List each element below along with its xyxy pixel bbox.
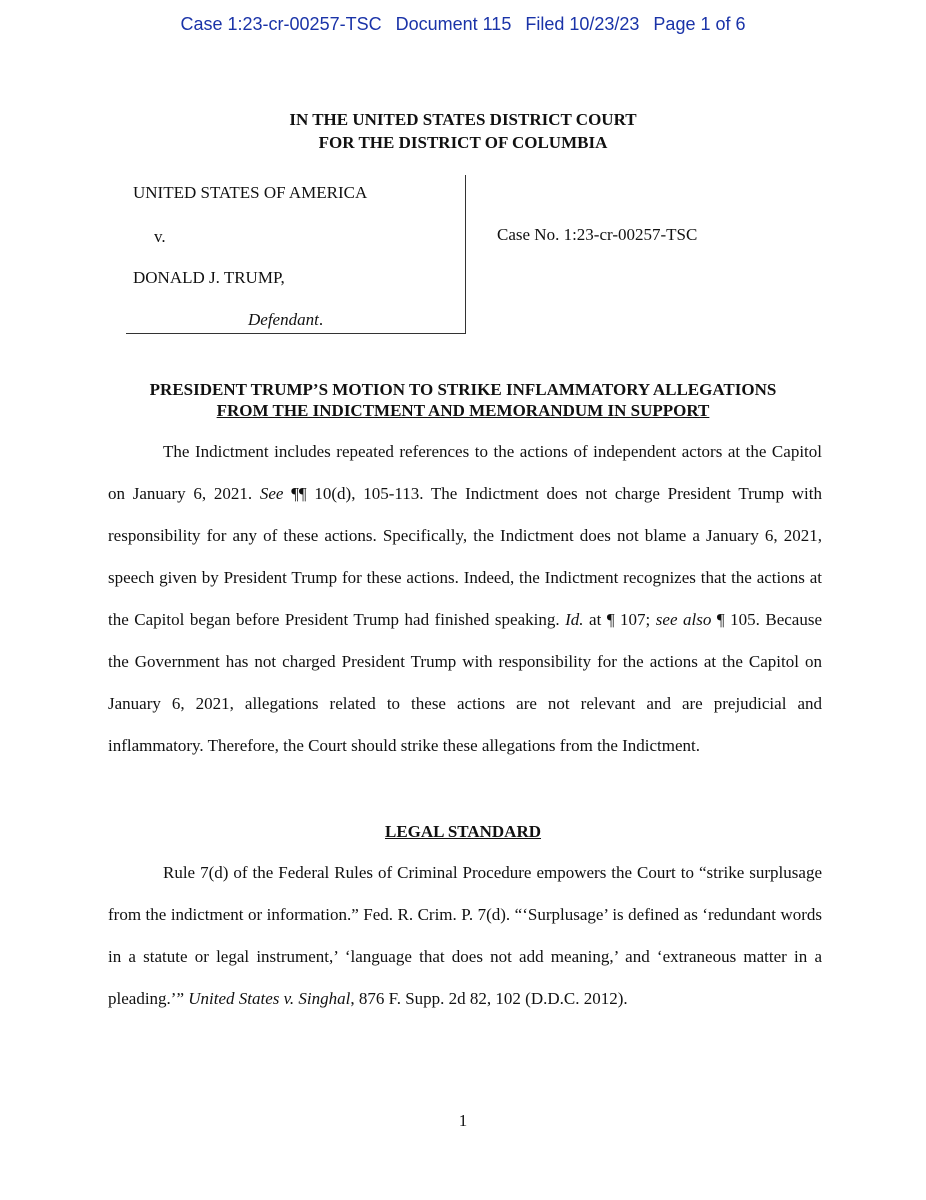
court-heading-line2: FOR THE DISTRICT OF COLUMBIA xyxy=(318,133,608,152)
ecf-filed-date: Filed 10/23/23 xyxy=(525,14,640,34)
caption-defendant: DONALD J. TRUMP, xyxy=(133,268,285,287)
motion-title-line1: PRESIDENT TRUMP’S MOTION TO STRIKE INFLAMMATORY ALLEGATIONS xyxy=(149,380,777,399)
intro-paragraph: The Indictment includes repeated references to the actions of independent actors at the Capitol on January 6, 2021. See ¶¶ 10(d), 105-113. The Indictment does not charge President Trump with responsibility for any of these actions. Specifically, the Indictment does not blame a January 6, 2021, speech given by President Trump for these actions. Indeed, the Indictment recognizes that the actions at the Capitol began before President Trump had finished speaking. Id. at ¶ 107; see also ¶ 105. Because the Government has not charged President Trump with responsibility for the actions at the Capitol on January 6, 2021, allegations related to these actions are not relevant and are prejudicial and inflammatory. Therefore, the Court should strike these allegations from the Indictment. xyxy=(108,442,822,755)
motion-title xyxy=(0,379,926,421)
legal-standard-heading: LEGAL STANDARD xyxy=(384,822,542,841)
page-number: 1 xyxy=(458,1111,468,1130)
caption-defendant-role: Defendant. xyxy=(248,310,324,329)
caption-versus: v. xyxy=(154,227,166,246)
case-caption-box xyxy=(126,175,466,334)
court-heading-line1: IN THE UNITED STATES DISTRICT COURT xyxy=(289,110,637,129)
motion-title-line2: FROM THE INDICTMENT AND MEMORANDUM IN SUPPORT xyxy=(216,401,710,420)
court-heading xyxy=(0,108,926,154)
ecf-filing-header xyxy=(0,14,926,35)
ecf-page-count: Page 1 of 6 xyxy=(653,14,746,34)
legal-standard-paragraph: Rule 7(d) of the Federal Rules of Criminal Procedure empowers the Court to “strike surplusage from the indictment or information.” Fed. R. Crim. P. 7(d). “‘Surplusage’ is defined as ‘redundant words in a statute or legal instrument,’ ‘language that does not add meaning,’ and ‘extraneous matter in a pleading.’” United States v. Singhal, 876 F. Supp. 2d 82, 102 (D.D.C. 2012). xyxy=(108,863,822,1008)
case-number: Case No. 1:23-cr-00257-TSC xyxy=(497,225,698,244)
caption-plaintiff: UNITED STATES OF AMERICA xyxy=(133,183,368,202)
ecf-case-number: Case 1:23-cr-00257-TSC xyxy=(180,14,382,34)
ecf-document-number: Document 115 xyxy=(395,14,512,34)
